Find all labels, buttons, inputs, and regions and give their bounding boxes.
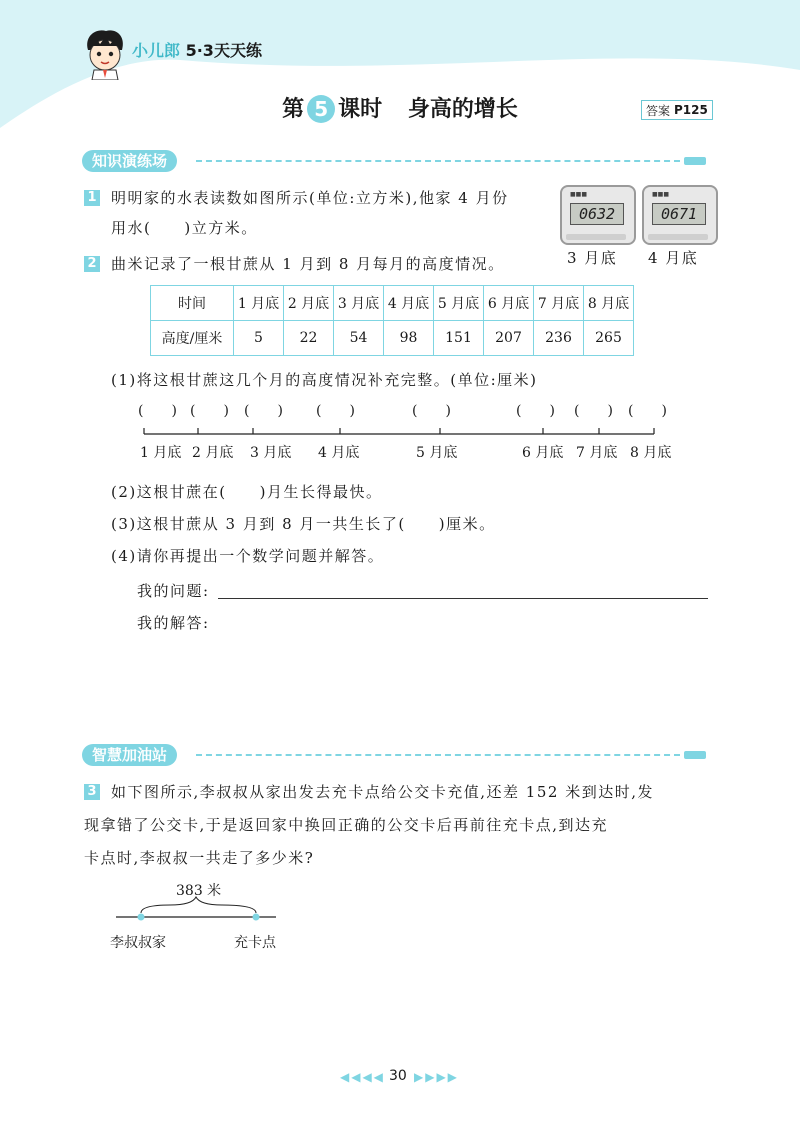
series-name: 5·3天天练 (185, 41, 262, 60)
sub-question-2: (2)这根甘蔗在( )月生长得最快。 (111, 483, 383, 501)
pencil-icon (684, 157, 706, 165)
table-cell-height: 22 (284, 321, 334, 356)
answer-blank[interactable]: ( ) (190, 403, 229, 419)
table-cell-month: 8 月底 (584, 286, 634, 321)
axis-label: 4 月底 (318, 445, 360, 461)
table-header-time: 时间 (151, 286, 234, 321)
lesson-suffix: 课时 (338, 97, 383, 122)
answer-blank[interactable]: ( ) (574, 403, 613, 419)
page-number: 30 (389, 1068, 407, 1084)
meter-caption-march: 3 月底 (567, 249, 618, 267)
growth-table (150, 285, 634, 356)
brand-name: 小儿郎 (132, 41, 181, 60)
answer-reference[interactable] (641, 100, 713, 120)
question-1-line-1: 明明家的水表读数如图所示(单位:立方米),他家 4 月份 (111, 189, 509, 207)
table-cell-month: 6 月底 (484, 286, 534, 321)
question-number-1: 1 (84, 190, 100, 206)
question-3-line-2: 现拿错了公交卡,于是返回家中换回正确的公交卡后再前往充卡点,到达充 (84, 816, 609, 834)
meter-brand: ■■■ (652, 191, 670, 198)
question-1-line-2: 用水( )立方米。 (111, 219, 258, 237)
table-cell-month: 4 月底 (384, 286, 434, 321)
section-banner-practice: 知识演练场 (82, 150, 177, 172)
distance-label: 383 米 (176, 883, 222, 899)
table-row (151, 321, 634, 356)
station-label: 充卡点 (234, 935, 276, 951)
axis-label: 8 月底 (630, 445, 672, 461)
table-cell-month: 2 月底 (284, 286, 334, 321)
axis-label: 1 月底 (140, 445, 182, 461)
answer-page: P125 (674, 103, 708, 117)
meter-reading: 0671 (652, 203, 706, 225)
answer-blank[interactable]: ( ) (628, 403, 667, 419)
answer-blank[interactable]: ( ) (412, 403, 451, 419)
table-cell-height: 207 (484, 321, 534, 356)
my-answer-label: 我的解答: (137, 614, 210, 632)
axis-label: 7 月底 (576, 445, 618, 461)
lesson-prefix: 第 (282, 97, 305, 122)
table-header-height: 高度/厘米 (151, 321, 234, 356)
my-question-label: 我的问题: (137, 582, 210, 600)
answer-blank[interactable]: ( ) (316, 403, 355, 419)
table-cell-month: 7 月底 (534, 286, 584, 321)
answer-blank[interactable]: ( ) (516, 403, 555, 419)
table-cell-height: 98 (384, 321, 434, 356)
sub-question-4: (4)请你再提出一个数学问题并解答。 (111, 547, 385, 565)
water-meter-march (560, 185, 636, 245)
meter-brand: ■■■ (570, 191, 588, 198)
table-cell-month: 3 月底 (334, 286, 384, 321)
answer-label: 答案 (646, 103, 671, 118)
sub-question-1: (1)将这根甘蔗这几个月的高度情况补充完整。(单位:厘米) (111, 371, 538, 389)
next-arrows-icon: ▶▶▶▶ (414, 1070, 459, 1084)
home-label: 李叔叔家 (110, 935, 166, 951)
brand-title (132, 38, 262, 61)
question-3-line-1: 如下图所示,李叔叔从家出发去充卡点给公交卡充值,还差 152 米到达时,发 (111, 783, 654, 801)
question-number-3: 3 (84, 784, 100, 800)
table-cell-height: 5 (234, 321, 284, 356)
question-number-2: 2 (84, 256, 100, 272)
lesson-number: 5 (307, 95, 335, 123)
section-banner-challenge: 智慧加油站 (82, 744, 177, 766)
question-2-text: 曲米记录了一根甘蔗从 1 月到 8 月每月的高度情况。 (111, 255, 505, 273)
table-cell-height: 151 (434, 321, 484, 356)
table-cell-height: 54 (334, 321, 384, 356)
prev-arrows-icon: ◀◀◀◀ (340, 1070, 385, 1084)
table-cell-month: 5 月底 (434, 286, 484, 321)
mascot-icon (82, 28, 128, 80)
table-cell-height: 236 (534, 321, 584, 356)
meter-reading: 0632 (570, 203, 624, 225)
lesson-title: 身高的增长 (407, 97, 518, 122)
axis-label: 2 月底 (192, 445, 234, 461)
route-diagram (110, 895, 280, 925)
axis-label: 6 月底 (522, 445, 564, 461)
table-cell-height: 265 (584, 321, 634, 356)
my-question-answer-line[interactable] (218, 598, 708, 599)
table-row (151, 286, 634, 321)
answer-blank[interactable]: ( ) (138, 403, 177, 419)
axis-label: 5 月底 (416, 445, 458, 461)
water-meter-april (642, 185, 718, 245)
answer-blank[interactable]: ( ) (244, 403, 283, 419)
section-divider (196, 754, 680, 756)
axis-label: 3 月底 (250, 445, 292, 461)
table-cell-month: 1 月底 (234, 286, 284, 321)
sub-question-3: (3)这根甘蔗从 3 月到 8 月一共生长了( )厘米。 (111, 515, 496, 533)
question-3-line-3: 卡点时,李叔叔一共走了多少米? (84, 849, 315, 867)
meter-caption-april: 4 月底 (648, 249, 699, 267)
number-line (140, 418, 660, 442)
section-divider (196, 160, 680, 162)
pencil-icon (684, 751, 706, 759)
